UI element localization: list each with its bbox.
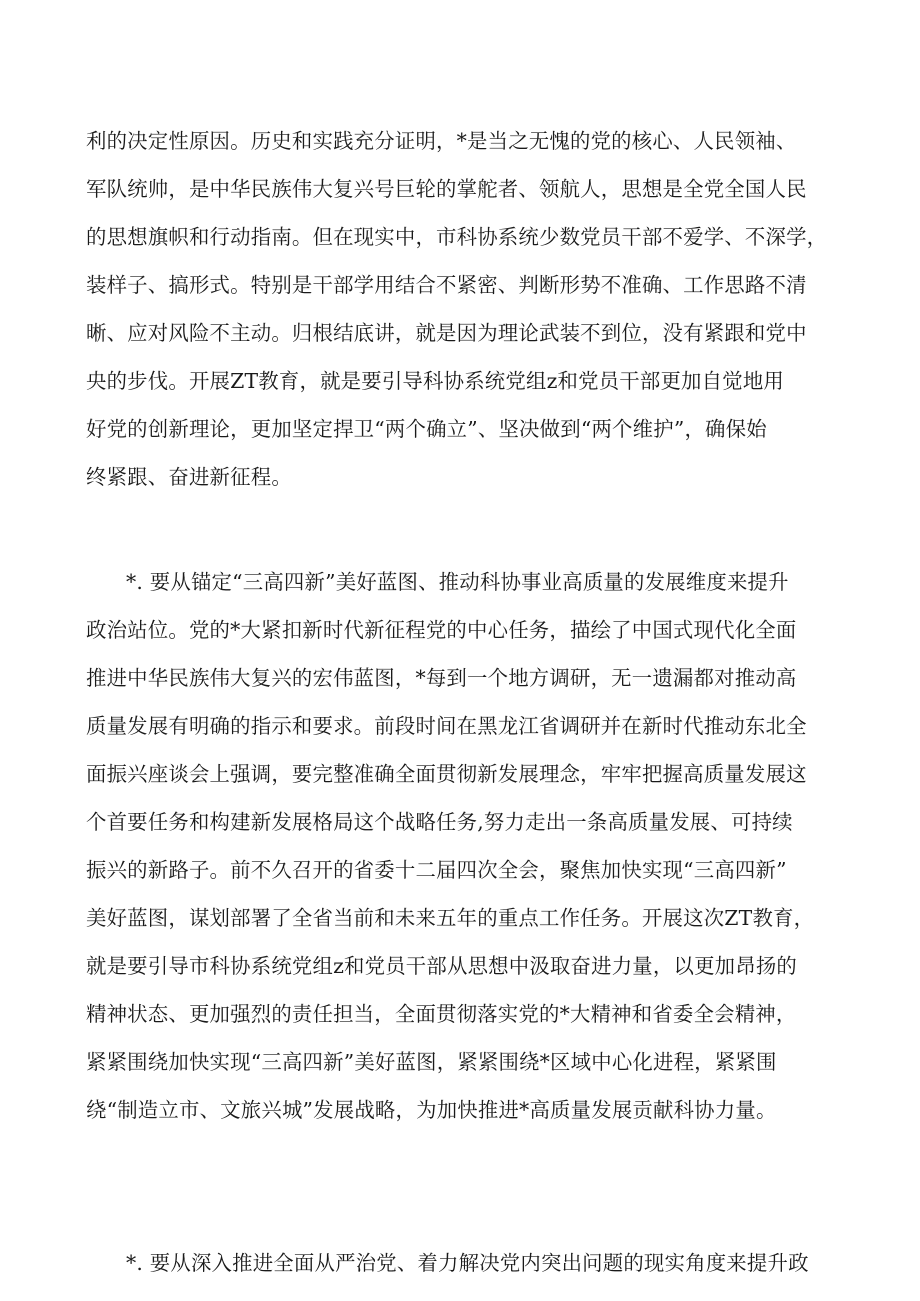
text-line: 利的决定性原因。历史和实践充分证明，*是当之无愧的党的核心、人民领袖、	[86, 129, 797, 153]
text-line: *. 要从深入推进全面从严治党、着力解决党内突出问题的现实角度来提升政	[126, 1251, 809, 1275]
text-line: 就是要引导市科协系统党组z和党员干部从思想中汲取奋进力量，以更加昂扬的	[86, 954, 798, 978]
text-line: 的思想旗帜和行动指南。但在现实中，市科协系统少数党员干部不爱学、不深学，	[86, 225, 828, 249]
text-line: 个首要任务和构建新发展格局这个战略任务,努力走出一条高质量发展、可持续	[86, 810, 793, 834]
text-line: 质量发展有明确的指示和要求。前段时间在黑龙江省调研并在新时代推动东北全	[86, 714, 807, 738]
text-line: 绕“制造立市、文旅兴城”发展战略，为加快推进*高质量发展贡献科协力量。	[86, 1098, 777, 1122]
text-line: 精神状态、更加强烈的责任担当，全面贯彻落实党的*大精神和省委全会精神，	[86, 1002, 797, 1026]
text-line: 装样子、搞形式。特别是干部学用结合不紧密、判断形势不准确、工作思路不清	[86, 273, 807, 297]
text-line: 紧紧围绕加快实现“三高四新”美好蓝图，紧紧围绕*区域中心化进程，紧紧围	[86, 1050, 777, 1074]
text-line: 振兴的新路子。前不久召开的省委十二届四次全会，聚焦加快实现“三高四新”	[86, 858, 787, 882]
text-line: 推进中华民族伟大复兴的宏伟蓝图，*每到一个地方调研，无一遗漏都对推动高	[86, 666, 797, 690]
text-line: 军队统帅，是中华民族伟大复兴号巨轮的掌舵者、领航人，思想是全党全国人民	[86, 177, 807, 201]
text-line: 晰、应对风险不主动。归根结底讲，就是因为理论武装不到位，没有紧跟和党中	[86, 321, 807, 345]
text-line: 好党的创新理论，更加坚定捍卫“两个确立”、坚决做到“两个维护”，确保始	[86, 417, 767, 441]
text-line: 央的步伐。开展ZT教育，就是要引导科协系统党组z和党员干部更加自觉地用	[86, 369, 785, 393]
text-line: 美好蓝图，谋划部署了全省当前和未来五年的重点工作任务。开展这次ZT教育，	[86, 906, 815, 930]
text-line: 面振兴座谈会上强调，要完整准确全面贯彻新发展理念，牢牢把握高质量发展这	[86, 762, 807, 786]
text-line: 政治站位。党的*大紧扣新时代新征程党的中心任务，描绘了中国式现代化全面	[86, 618, 797, 642]
text-line: 终紧跟、奋进新征程。	[86, 465, 292, 489]
text-line: *. 要从锚定“三高四新”美好蓝图、推动科协事业高质量的发展维度来提升	[126, 570, 789, 594]
